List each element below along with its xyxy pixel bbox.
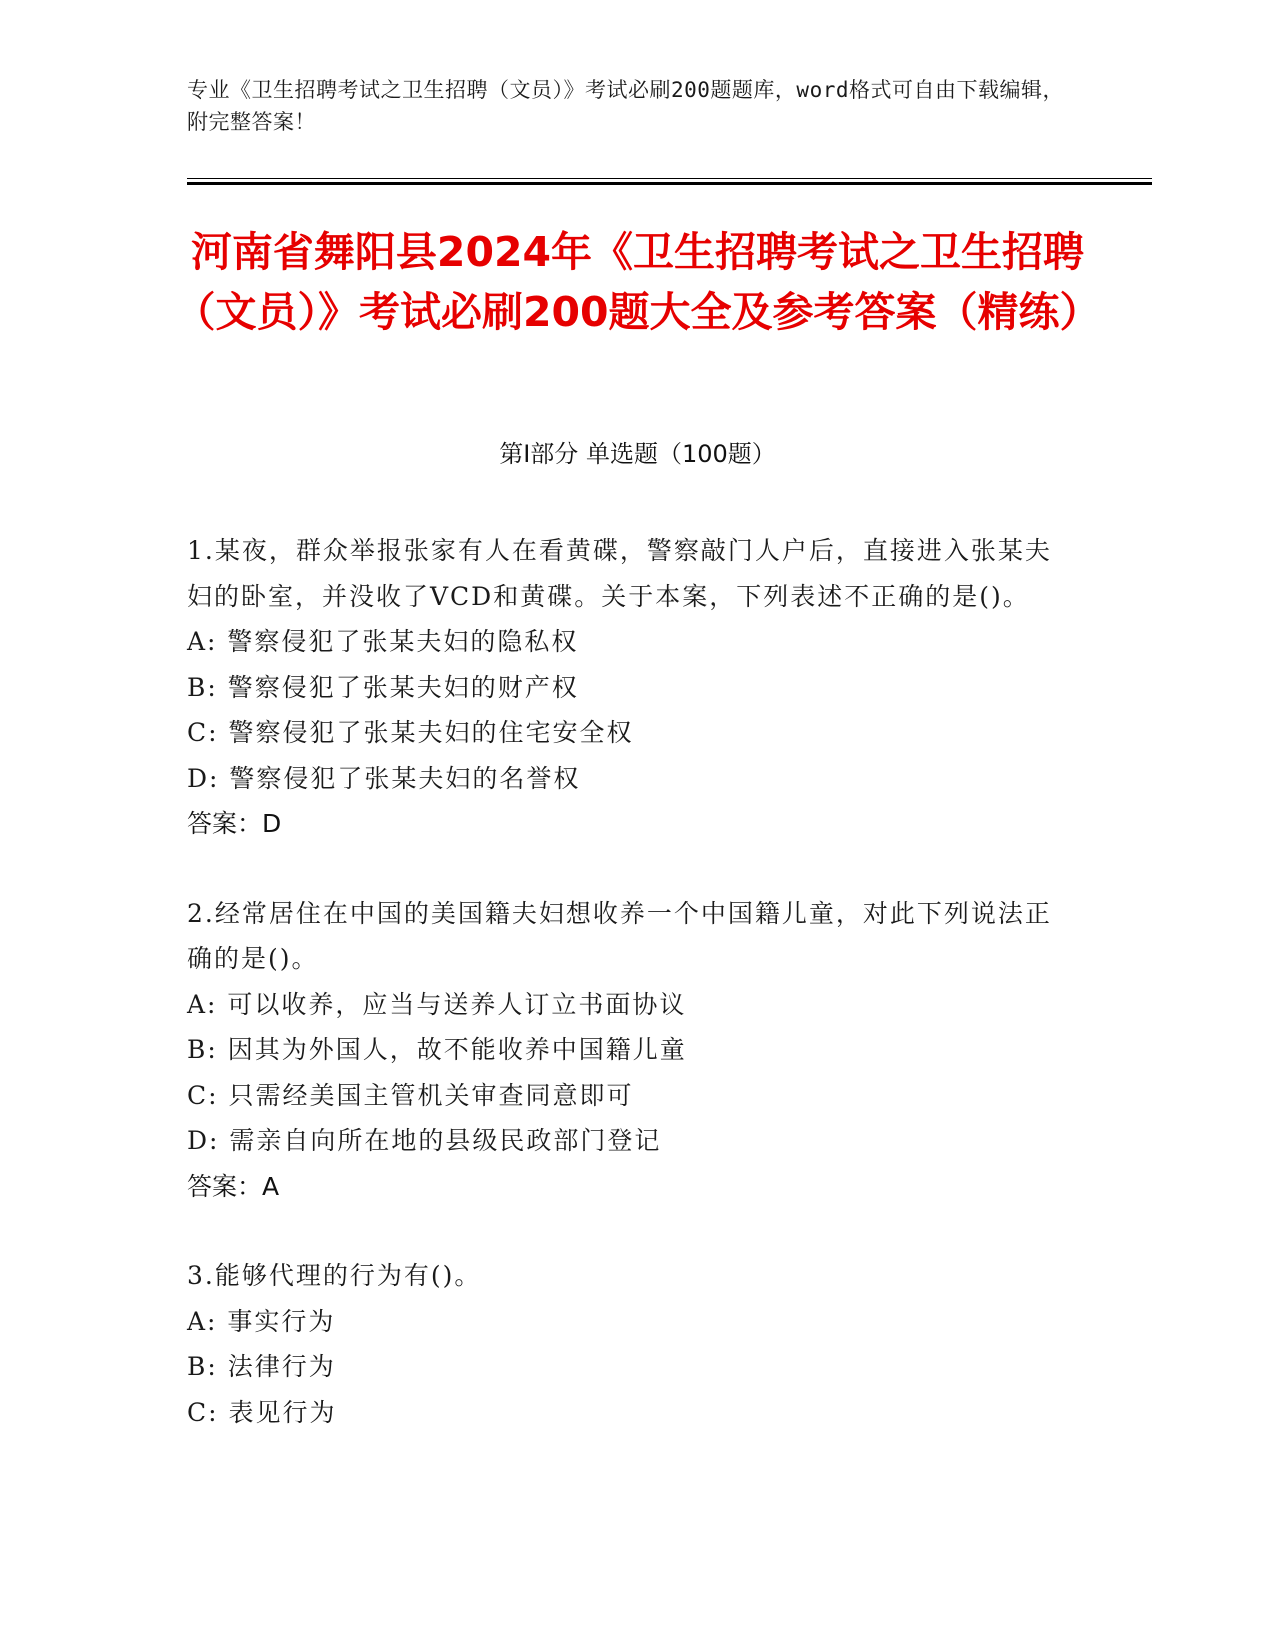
answer-line: 答案：D [187, 809, 282, 838]
question-3 [187, 1253, 1067, 1435]
section-heading: 第Ⅰ部分 单选题（100题） [499, 440, 776, 468]
option-b: B: 因其为外国人，故不能收养中国籍儿童 [187, 1035, 687, 1064]
option-b: B: 法律行为 [187, 1352, 336, 1381]
header-note: 专业《卫生招聘考试之卫生招聘（文员）》考试必刷200题题库，word格式可自由下载编辑，附完整答案！ [187, 78, 1064, 134]
document-title: 河南省舞阳县2024年《卫生招聘考试之卫生招聘（文员）》考试必刷200题大全及参考答案（精练） [174, 228, 1101, 336]
header-rule-thin [187, 178, 1152, 179]
question-1 [187, 528, 1067, 847]
option-c: C: 表见行为 [187, 1397, 337, 1427]
option-c: C: 只需经美国主管机关审查同意即可 [187, 1080, 634, 1110]
answer-line: 答案：A [187, 1171, 280, 1201]
question-stem: 2.经常居住在中国的美国籍夫妇想收养一个中国籍儿童，对此下列说法正确的是()。 [187, 898, 1052, 973]
option-a: A: 事实行为 [187, 1306, 336, 1336]
option-a: A: 可以收养，应当与送养人订立书面协议 [187, 989, 687, 1019]
option-a: A: 警察侵犯了张某夫妇的隐私权 [187, 627, 579, 656]
question-2 [187, 891, 1067, 1210]
option-b: B: 警察侵犯了张某夫妇的财产权 [187, 672, 579, 702]
option-c: C: 警察侵犯了张某夫妇的住宅安全权 [187, 718, 634, 747]
question-stem: 1.某夜，群众举报张家有人在看黄碟，警察敲门人户后，直接进入张某夫妇的卧室，并没收了VCD和黄碟。关于本案，下列表述不正确的是()。 [187, 536, 1052, 611]
question-stem: 3.能够代理的行为有()。 [187, 1261, 482, 1290]
header-rule-thick [187, 182, 1152, 185]
question-list [187, 528, 1067, 1479]
option-d: D: 需亲自向所在地的县级民政部门登记 [187, 1126, 662, 1155]
option-d: D: 警察侵犯了张某夫妇的名誉权 [187, 763, 581, 793]
